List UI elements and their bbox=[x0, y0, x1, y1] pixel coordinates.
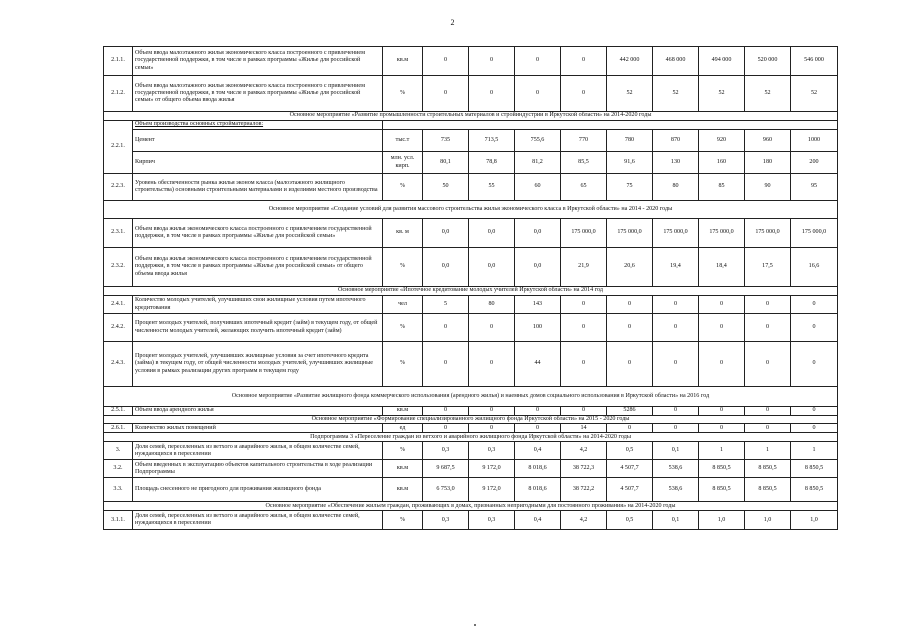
value-cell: 0 bbox=[745, 407, 791, 416]
value-cell: 0 bbox=[791, 296, 838, 314]
value-cell: 0,5 bbox=[607, 442, 653, 460]
value-cell: 960 bbox=[745, 130, 791, 152]
table-row bbox=[104, 342, 838, 387]
value-cell: 80 bbox=[469, 296, 515, 314]
unit-cell: кв.м bbox=[383, 47, 423, 76]
value-cell: 175 000,0 bbox=[699, 219, 745, 248]
value-cell: 0 bbox=[791, 314, 838, 342]
value-cell: 0,4 bbox=[515, 442, 561, 460]
row-number: 2.5.1. bbox=[104, 407, 133, 416]
value-cell: 0 bbox=[607, 424, 653, 433]
value-cell: 52 bbox=[699, 76, 745, 112]
value-cell: 1 bbox=[699, 442, 745, 460]
value-cell: 0 bbox=[699, 424, 745, 433]
value-cell: 0 bbox=[653, 407, 699, 416]
value-cell: 8 018,6 bbox=[515, 460, 561, 478]
value-cell: 0 bbox=[607, 314, 653, 342]
value-cell: 0 bbox=[561, 342, 607, 387]
value-cell: 1 bbox=[791, 442, 838, 460]
value-cell: 0,0 bbox=[423, 248, 469, 287]
indicator-name: Объем ввода жилья экономического класса построенного с привлечением государственной поддержки, в том числе в рамках программы «Жилье для российской семьи» от общего объема ввода жилья bbox=[133, 248, 383, 287]
table-row bbox=[104, 121, 838, 130]
value-cell: 175 000,0 bbox=[607, 219, 653, 248]
value-cell: 0 bbox=[561, 76, 607, 112]
value-cell: 0,4 bbox=[515, 511, 561, 530]
value-cell: 78,8 bbox=[469, 152, 515, 174]
value-cell: 9 687,5 bbox=[423, 460, 469, 478]
value-cell: 38 722,2 bbox=[561, 478, 607, 502]
section-title: Подпрограмма 3 «Переселение граждан из ветхого и аварийного жилищного фонда Иркутской области» на 2014-2020 годы bbox=[104, 433, 838, 442]
value-cell: 0 bbox=[469, 424, 515, 433]
value-cell: 0 bbox=[423, 47, 469, 76]
unit-cell: тыс.т bbox=[383, 130, 423, 152]
value-cell: 0 bbox=[423, 314, 469, 342]
value-cell: 16,6 bbox=[791, 248, 838, 287]
value-cell: 0 bbox=[469, 76, 515, 112]
value-cell: 52 bbox=[653, 76, 699, 112]
value-cell: 0 bbox=[423, 342, 469, 387]
value-cell: 0 bbox=[469, 342, 515, 387]
value-cell: 0 bbox=[515, 47, 561, 76]
section-header-row bbox=[104, 433, 838, 442]
unit-cell: чел bbox=[383, 296, 423, 314]
section-title: Основное мероприятие «Создание условий для развития массового строительства жилья экономического класса в Иркутской области» на 2014 - 2020 годы bbox=[104, 201, 838, 219]
section-title: Основное мероприятие «Формирование специализированного жилищного фонда Иркутской области» на 2015 - 2020 годы bbox=[104, 416, 838, 424]
section-header-row bbox=[104, 387, 838, 407]
value-cell: 175 000,0 bbox=[653, 219, 699, 248]
indicator-name: Количество жилых помещений bbox=[133, 424, 383, 433]
row-number: 2.3.2. bbox=[104, 248, 133, 287]
indicator-name: Площадь снесенного не пригодного для проживания жилищного фонда bbox=[133, 478, 383, 502]
indicator-name: Количество молодых учителей, улучшивших свои жилищные условия путем ипотечного кредитования bbox=[133, 296, 383, 314]
section-title: Основное мероприятие «Обеспечение жильем граждан, проживающих в домах, признанных непригодными для постоянного проживания» на 2014-2020 годы bbox=[104, 502, 838, 511]
unit-cell: % bbox=[383, 511, 423, 530]
unit-cell: млн. усл. кирп. bbox=[383, 152, 423, 174]
value-cell: 4 507,7 bbox=[607, 460, 653, 478]
unit-cell: кв.м bbox=[383, 478, 423, 502]
value-cell: 200 bbox=[791, 152, 838, 174]
value-cell: 494 000 bbox=[699, 47, 745, 76]
table-row bbox=[104, 219, 838, 248]
table-row bbox=[104, 152, 838, 174]
value-cell: 5 bbox=[423, 296, 469, 314]
value-cell: 0 bbox=[745, 314, 791, 342]
value-cell: 0,0 bbox=[423, 219, 469, 248]
value-cell: 0,3 bbox=[469, 511, 515, 530]
row-number: 2.4.3. bbox=[104, 342, 133, 387]
value-cell: 52 bbox=[791, 76, 838, 112]
row-number: 2.1.2. bbox=[104, 76, 133, 112]
unit-cell: ед bbox=[383, 424, 423, 433]
value-cell: 60 bbox=[515, 174, 561, 201]
value-cell: 4,2 bbox=[561, 442, 607, 460]
value-cell: 1,0 bbox=[791, 511, 838, 530]
unit-cell: кв.м bbox=[383, 407, 423, 416]
value-cell: 442 000 bbox=[607, 47, 653, 76]
section-header-row bbox=[104, 201, 838, 219]
value-cell: 0 bbox=[561, 407, 607, 416]
value-cell: 17,5 bbox=[745, 248, 791, 287]
section-header-row bbox=[104, 112, 838, 121]
value-cell: 20,6 bbox=[607, 248, 653, 287]
page-mark bbox=[474, 624, 476, 626]
value-cell: 4,2 bbox=[561, 511, 607, 530]
value-cell: 0 bbox=[607, 296, 653, 314]
value-cell: 180 bbox=[745, 152, 791, 174]
unit-cell: % bbox=[383, 442, 423, 460]
value-cell: 75 bbox=[607, 174, 653, 201]
unit-cell: % bbox=[383, 248, 423, 287]
value-cell: 8 850,5 bbox=[745, 478, 791, 502]
indicator-name: Объем введенных в эксплуатацию объектов капитального строительства в ходе реализации Подпрограммы bbox=[133, 460, 383, 478]
page-number: 2 bbox=[450, 18, 455, 27]
unit-cell: % bbox=[383, 174, 423, 201]
indicator-name: Доля семей, переселенных из ветхого и аварийного жилья, в общем количестве семей, нуждающихся в переселении bbox=[133, 442, 383, 460]
empty-cell bbox=[383, 121, 838, 130]
unit-cell: кв.м bbox=[383, 460, 423, 478]
indicator-name: Объем ввода малоэтажного жилья экономического класса построенного с привлечением государственной поддержки, в том числе в рамках программы «Жилье для российской семьи» bbox=[133, 47, 383, 76]
value-cell: 8 850,5 bbox=[745, 460, 791, 478]
value-cell: 0 bbox=[607, 342, 653, 387]
indicator-name: Доля семей, переселенных из ветхого и аварийного жилья, в общем количестве семей, нуждающихся в переселении bbox=[133, 511, 383, 530]
indicator-name: Объем производства основных стройматериалов: bbox=[133, 121, 383, 130]
value-cell: 80 bbox=[653, 174, 699, 201]
indicator-name: Объем ввода малоэтажного жилья экономического класса построенного с привлечением государственной поддержки, в том числе в рамках программы «Жилье для российской семьи» от общего объема ввода жилья bbox=[133, 76, 383, 112]
value-cell: 546 000 bbox=[791, 47, 838, 76]
value-cell: 21,9 bbox=[561, 248, 607, 287]
value-cell: 0 bbox=[699, 407, 745, 416]
value-cell: 80,1 bbox=[423, 152, 469, 174]
value-cell: 0 bbox=[561, 314, 607, 342]
value-cell: 0 bbox=[791, 424, 838, 433]
value-cell: 50 bbox=[423, 174, 469, 201]
row-number: 3.2. bbox=[104, 460, 133, 478]
value-cell: 18,4 bbox=[699, 248, 745, 287]
value-cell: 175 000,0 bbox=[561, 219, 607, 248]
value-cell: 175 000,0 bbox=[791, 219, 838, 248]
value-cell: 175 000,0 bbox=[745, 219, 791, 248]
row-number: 2.6.1. bbox=[104, 424, 133, 433]
table-row bbox=[104, 130, 838, 152]
section-header-row bbox=[104, 502, 838, 511]
value-cell: 0,0 bbox=[469, 248, 515, 287]
value-cell: 780 bbox=[607, 130, 653, 152]
value-cell: 713,5 bbox=[469, 130, 515, 152]
value-cell: 0 bbox=[515, 407, 561, 416]
table-row bbox=[104, 47, 838, 76]
row-number: 2.4.2. bbox=[104, 314, 133, 342]
value-cell: 0 bbox=[469, 407, 515, 416]
row-number: 2.4.1. bbox=[104, 296, 133, 314]
table-row bbox=[104, 511, 838, 530]
value-cell: 0 bbox=[745, 424, 791, 433]
value-cell: 143 bbox=[515, 296, 561, 314]
indicator-name: Процент молодых учителей, улучшивших жилищные условия за счет ипотечного кредита (займа) в текущем году, от общей численности молодых учителей, улучшивших жилищные условия в рамках реализации других программ в текущем году bbox=[133, 342, 383, 387]
value-cell: 0 bbox=[745, 342, 791, 387]
value-cell: 85 bbox=[699, 174, 745, 201]
value-cell: 1,0 bbox=[745, 511, 791, 530]
value-cell: 160 bbox=[699, 152, 745, 174]
indicator-name: Процент молодых учителей, получивших ипотечный кредит (займ) в текущем году, от общей численности молодых учителей, желающих получить ипотечный кредит (займ) bbox=[133, 314, 383, 342]
value-cell: 0 bbox=[515, 76, 561, 112]
value-cell: 6 753,0 bbox=[423, 478, 469, 502]
value-cell: 85,5 bbox=[561, 152, 607, 174]
value-cell: 14 bbox=[561, 424, 607, 433]
section-header-row bbox=[104, 416, 838, 424]
value-cell: 52 bbox=[607, 76, 653, 112]
indicator-name: Цемент bbox=[133, 130, 383, 152]
value-cell: 0 bbox=[653, 314, 699, 342]
unit-cell: % bbox=[383, 342, 423, 387]
value-cell: 8 850,5 bbox=[699, 460, 745, 478]
value-cell: 0 bbox=[653, 342, 699, 387]
value-cell: 0 bbox=[699, 296, 745, 314]
value-cell: 81,2 bbox=[515, 152, 561, 174]
table-row bbox=[104, 248, 838, 287]
row-number: 2.3.1. bbox=[104, 219, 133, 248]
value-cell: 1,0 bbox=[699, 511, 745, 530]
value-cell: 5286 bbox=[607, 407, 653, 416]
value-cell: 0 bbox=[423, 424, 469, 433]
table-row bbox=[104, 478, 838, 502]
row-number: 2.2.3. bbox=[104, 174, 133, 201]
value-cell: 1 bbox=[745, 442, 791, 460]
value-cell: 0,0 bbox=[515, 219, 561, 248]
value-cell: 8 850,5 bbox=[699, 478, 745, 502]
value-cell: 0,3 bbox=[423, 511, 469, 530]
indicator-name: Кирпич bbox=[133, 152, 383, 174]
value-cell: 0 bbox=[561, 47, 607, 76]
value-cell: 90 bbox=[745, 174, 791, 201]
value-cell: 0 bbox=[469, 314, 515, 342]
value-cell: 538,6 bbox=[653, 478, 699, 502]
value-cell: 0,5 bbox=[607, 511, 653, 530]
unit-cell: кв. м bbox=[383, 219, 423, 248]
table-row bbox=[104, 460, 838, 478]
section-title: Основное мероприятие «Развитие жилищного фонда коммерческого использования (арендного жилья) и наемных домов социального использования в Иркутской области» на 2016 год bbox=[104, 387, 838, 407]
value-cell: 0 bbox=[423, 407, 469, 416]
value-cell: 538,6 bbox=[653, 460, 699, 478]
value-cell: 0 bbox=[653, 424, 699, 433]
value-cell: 520 000 bbox=[745, 47, 791, 76]
value-cell: 0,0 bbox=[469, 219, 515, 248]
indicator-name: Объем ввода арендного жилья bbox=[133, 407, 383, 416]
value-cell: 0 bbox=[699, 314, 745, 342]
value-cell: 44 bbox=[515, 342, 561, 387]
value-cell: 130 bbox=[653, 152, 699, 174]
value-cell: 0 bbox=[515, 424, 561, 433]
section-header-row bbox=[104, 287, 838, 296]
value-cell: 52 bbox=[745, 76, 791, 112]
row-number: 2.2.1. bbox=[104, 121, 133, 174]
value-cell: 0,0 bbox=[515, 248, 561, 287]
section-title: Основное мероприятие «Развитие промышленности строительных материалов и стройиндустрии в Иркутской области» на 2014-2020 годы bbox=[104, 112, 838, 121]
value-cell: 4 507,7 bbox=[607, 478, 653, 502]
value-cell: 19,4 bbox=[653, 248, 699, 287]
table-row bbox=[104, 442, 838, 460]
value-cell: 870 bbox=[653, 130, 699, 152]
value-cell: 0,1 bbox=[653, 442, 699, 460]
value-cell: 9 172,0 bbox=[469, 460, 515, 478]
value-cell: 100 bbox=[515, 314, 561, 342]
value-cell: 65 bbox=[561, 174, 607, 201]
value-cell: 0 bbox=[469, 47, 515, 76]
value-cell: 0 bbox=[791, 407, 838, 416]
table-row bbox=[104, 407, 838, 416]
value-cell: 0,3 bbox=[469, 442, 515, 460]
value-cell: 920 bbox=[699, 130, 745, 152]
row-number: 3. bbox=[104, 442, 133, 460]
value-cell: 0 bbox=[423, 76, 469, 112]
table-row bbox=[104, 296, 838, 314]
value-cell: 0 bbox=[791, 342, 838, 387]
unit-cell: % bbox=[383, 76, 423, 112]
table-row bbox=[104, 314, 838, 342]
table-row bbox=[104, 76, 838, 112]
indicator-name: Уровень обеспеченности рынка жилья эконом класса (малоэтажного жилищного строительства) основными строительными материалами и изделиями местного производства bbox=[133, 174, 383, 201]
section-title: Основное мероприятие «Ипотечное кредитование молодых учителей Иркутской области» на 2014 год bbox=[104, 287, 838, 296]
row-number: 3.3. bbox=[104, 478, 133, 502]
value-cell: 1000 bbox=[791, 130, 838, 152]
value-cell: 8 018,6 bbox=[515, 478, 561, 502]
value-cell: 55 bbox=[469, 174, 515, 201]
value-cell: 38 722,3 bbox=[561, 460, 607, 478]
value-cell: 755,6 bbox=[515, 130, 561, 152]
indicators-table bbox=[103, 46, 838, 530]
value-cell: 0 bbox=[745, 296, 791, 314]
value-cell: 0 bbox=[653, 296, 699, 314]
value-cell: 91,6 bbox=[607, 152, 653, 174]
unit-cell: % bbox=[383, 314, 423, 342]
value-cell: 9 172,0 bbox=[469, 478, 515, 502]
value-cell: 0 bbox=[561, 296, 607, 314]
value-cell: 770 bbox=[561, 130, 607, 152]
table-row bbox=[104, 424, 838, 433]
value-cell: 735 bbox=[423, 130, 469, 152]
indicator-name: Объем ввода жилья экономического класса построенного с привлечением государственной поддержки, в том числе в рамках программы «Жилье для российской семьи» bbox=[133, 219, 383, 248]
table-row bbox=[104, 174, 838, 201]
row-number: 3.1.1. bbox=[104, 511, 133, 530]
value-cell: 8 850,5 bbox=[791, 460, 838, 478]
value-cell: 468 000 bbox=[653, 47, 699, 76]
value-cell: 0,1 bbox=[653, 511, 699, 530]
value-cell: 0 bbox=[699, 342, 745, 387]
value-cell: 0,3 bbox=[423, 442, 469, 460]
row-number: 2.1.1. bbox=[104, 47, 133, 76]
value-cell: 95 bbox=[791, 174, 838, 201]
table-body bbox=[104, 47, 838, 530]
value-cell: 8 850,5 bbox=[791, 478, 838, 502]
